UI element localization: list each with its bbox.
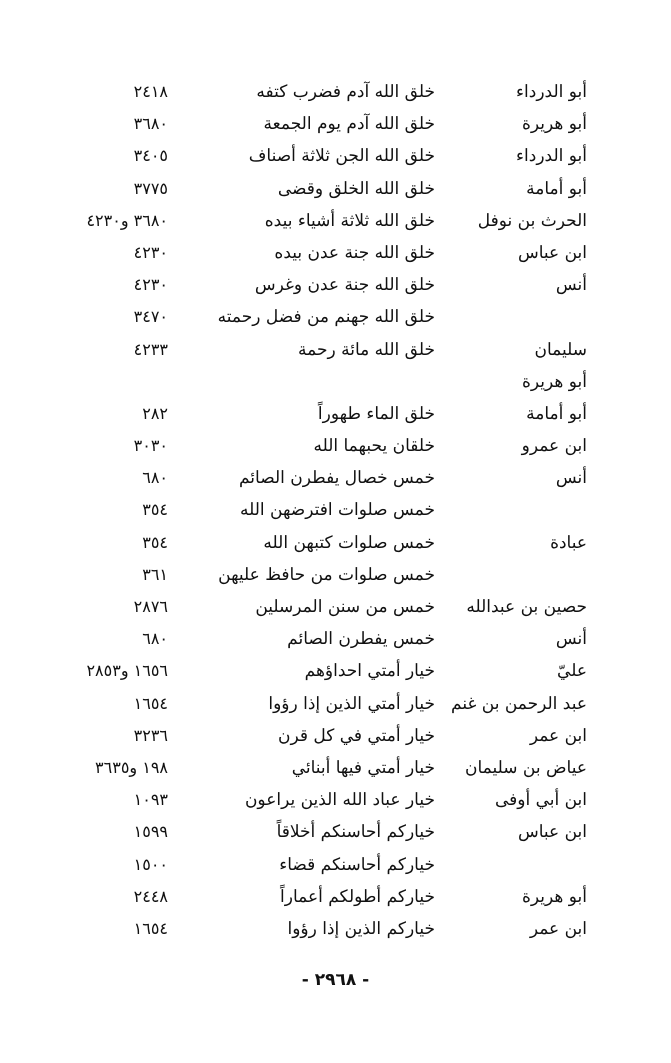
index-row <box>0 724 671 756</box>
hadith-reference-number: ٤٢٣٠ <box>133 242 168 262</box>
narrator-name: حصين بن عبدالله <box>466 597 587 617</box>
index-row <box>0 466 671 498</box>
index-row <box>0 112 671 144</box>
hadith-reference-number: ٣٤٧٠ <box>133 307 168 327</box>
hadith-reference-number: ١٦٥٤ <box>133 918 168 938</box>
hadith-opening: خلق الله الجن ثلاثة أصناف <box>248 146 435 167</box>
narrator-name: أنس <box>555 468 587 489</box>
narrator-name: ابن عباس <box>517 822 587 843</box>
hadith-opening: خياركم أطولكم أعماراً <box>280 886 435 907</box>
narrator-name: سليمان <box>534 339 587 360</box>
narrator-name: الحرث بن نوفل <box>477 210 587 231</box>
hadith-reference-number: ٤٢٣٣ <box>133 339 168 359</box>
hadith-reference-number: ٣٢٣٦ <box>133 725 168 745</box>
hadith-opening: خلق الله ثلاثة أشياء بيده <box>264 210 435 231</box>
index-row <box>0 80 671 112</box>
index-row <box>0 434 671 466</box>
narrator-name: أبو الدرداء <box>516 146 587 167</box>
hadith-opening: خياركم الذين إذا رؤوا <box>287 918 435 939</box>
hadith-opening: خلق الله جنة عدن وغرس <box>254 275 435 296</box>
hadith-opening: خلقان يحبهما الله <box>313 436 435 457</box>
hadith-opening: خمس صلوات كتبهن الله <box>263 532 435 553</box>
narrator-name: أبو الدرداء <box>516 82 587 102</box>
hadith-opening: خلق الله آدم فضرب كتفه <box>256 82 435 102</box>
narrator-name: ابن عمر <box>529 725 587 746</box>
hadith-opening: خمس يفطرن الصائم <box>287 629 435 650</box>
index-row <box>0 241 671 273</box>
hadith-reference-number: ١٦٥٦ و٢٨٥٣ <box>86 661 168 681</box>
hadith-opening: خيار أمتي فيها أبنائي <box>291 757 435 778</box>
hadith-opening: خياركم أحاسنكم قضاء <box>279 854 435 875</box>
hadith-reference-number: ٤٢٣٠ <box>133 275 168 295</box>
narrator-name: ابن أبي أوفى <box>494 790 587 811</box>
hadith-reference-number: ١٦٥٤ <box>133 693 168 713</box>
hadith-reference-number: ٣٦١ <box>142 564 168 584</box>
index-row <box>0 563 671 595</box>
narrator-name: أبو أمامة <box>526 178 587 199</box>
hadith-opening: خمس من سنن المرسلين <box>255 597 435 617</box>
index-table <box>0 80 671 949</box>
index-row <box>0 820 671 852</box>
narrator-name: ابن عباس <box>517 242 587 263</box>
narrator-name: عبادة <box>550 532 587 553</box>
index-row <box>0 402 671 434</box>
index-row <box>0 885 671 917</box>
hadith-reference-number: ٣٤٠٥ <box>133 146 168 166</box>
hadith-opening: خمس خصال يفطرن الصائم <box>238 468 435 489</box>
index-row <box>0 177 671 209</box>
index-row <box>0 209 671 241</box>
hadith-reference-number: ٣٦٨٠ <box>133 114 168 134</box>
narrator-name: عليّ <box>557 661 587 682</box>
narrator-name: أنس <box>555 629 587 650</box>
index-row <box>0 659 671 691</box>
index-row <box>0 692 671 724</box>
hadith-opening: خلق الله الخلق وقضى <box>277 178 435 199</box>
hadith-reference-number: ٦٨٠ <box>142 629 168 649</box>
index-row <box>0 305 671 337</box>
narrator-name: عبد الرحمن بن غنم <box>451 693 587 714</box>
narrator-name: أبو هريرة <box>521 886 587 907</box>
hadith-reference-number: ٣٠٣٠ <box>133 436 168 456</box>
index-row <box>0 595 671 627</box>
hadith-opening: خيار أمتي في كل قرن <box>277 725 435 746</box>
hadith-reference-number: ٢٤٤٨ <box>133 886 168 906</box>
hadith-opening: خلق الله آدم يوم الجمعة <box>263 114 435 135</box>
index-row <box>0 273 671 305</box>
index-row <box>0 144 671 176</box>
index-row <box>0 498 671 530</box>
hadith-opening: خمس صلوات من حافظ عليهن <box>218 564 435 585</box>
narrator-name: عياض بن سليمان <box>465 757 587 778</box>
hadith-reference-number: ٦٨٠ <box>142 468 168 488</box>
narrator-name: أنس <box>555 275 587 296</box>
index-row <box>0 627 671 659</box>
index-row <box>0 917 671 949</box>
hadith-reference-number: ٣٥٤ <box>142 532 168 552</box>
hadith-opening: خيار أمتي الذين إذا رؤوا <box>268 693 435 714</box>
index-row <box>0 756 671 788</box>
hadith-opening: خلق الله مائة رحمة <box>298 339 435 360</box>
hadith-opening: خيار أمتي احداؤهم <box>304 661 435 682</box>
hadith-opening: خلق الماء طهوراً <box>317 403 435 424</box>
index-row <box>0 853 671 885</box>
hadith-opening: خيار عباد الله الذين يراعون <box>244 790 435 811</box>
hadith-reference-number: ١٥٠٠ <box>133 854 168 874</box>
hadith-reference-number: ٣٦٨٠ و٤٢٣٠ <box>86 210 168 230</box>
narrator-name: أبو هريرة <box>521 371 587 392</box>
index-row <box>0 338 671 370</box>
page-number: - ٢٩٦٨ - <box>301 970 370 990</box>
hadith-reference-number: ٣٥٤ <box>142 500 168 520</box>
narrator-name: أبو هريرة <box>521 114 587 135</box>
hadith-reference-number: ١٩٨ و٣٦٣٥ <box>95 757 168 777</box>
index-row <box>0 370 671 402</box>
narrator-name: أبو أمامة <box>526 403 587 424</box>
index-row <box>0 788 671 820</box>
hadith-reference-number: ٢٨٢ <box>142 403 168 423</box>
narrator-name: ابن عمر <box>529 918 587 939</box>
hadith-opening: خلق الله جهنم من فضل رحمته <box>217 307 435 328</box>
hadith-opening: خمس صلوات افترضهن الله <box>239 500 435 521</box>
hadith-opening: خياركم أحاسنكم أخلاقاً <box>276 822 435 843</box>
hadith-reference-number: ١٠٩٣ <box>133 790 168 810</box>
index-row <box>0 531 671 563</box>
hadith-reference-number: ٣٧٧٥ <box>133 178 168 198</box>
hadith-reference-number: ٢٤١٨ <box>133 82 168 101</box>
narrator-name: ابن عمرو <box>521 436 587 457</box>
hadith-reference-number: ٢٨٧٦ <box>133 597 168 616</box>
hadith-reference-number: ١٥٩٩ <box>133 822 168 842</box>
hadith-opening: خلق الله جنة عدن بيده <box>274 242 435 263</box>
